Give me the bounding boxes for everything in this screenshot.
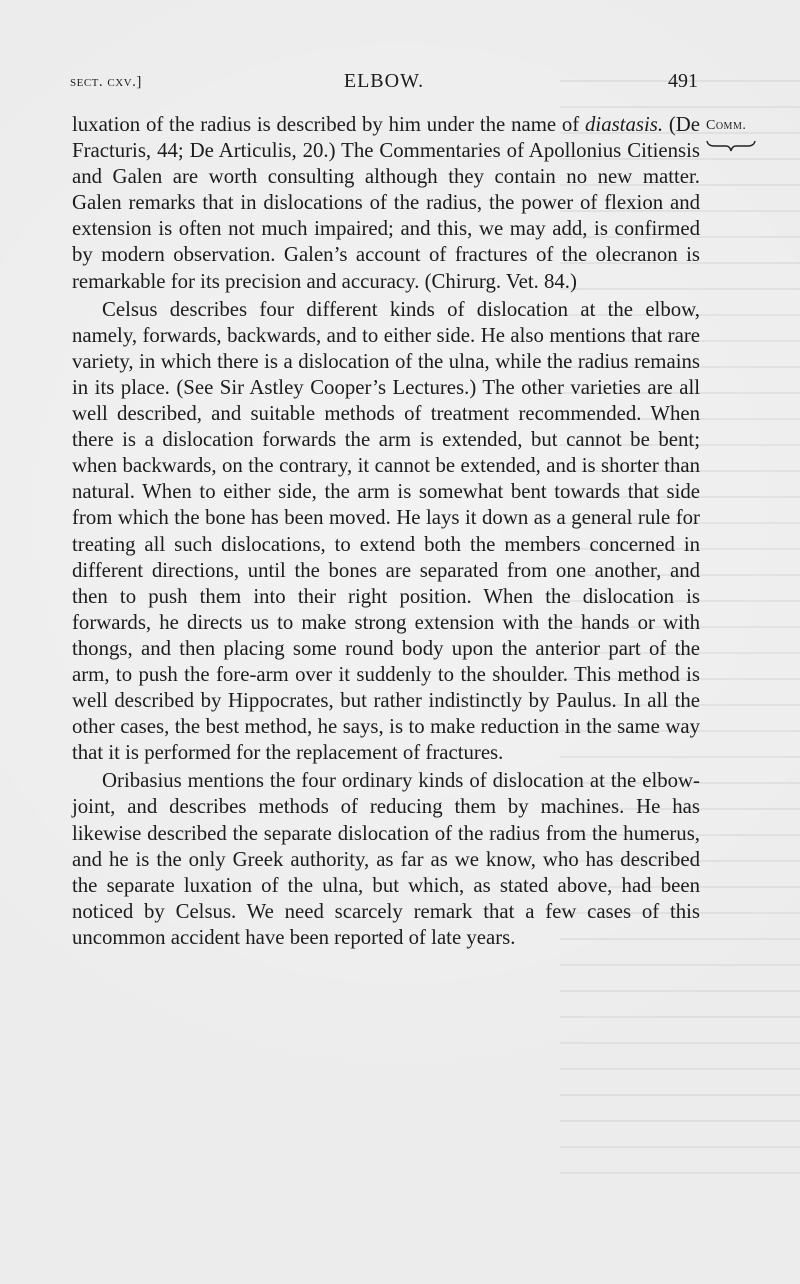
paragraph-p1: [72, 112, 700, 295]
body-text: [72, 112, 700, 951]
margin-note: Comm.: [706, 118, 747, 133]
page-number: 491: [668, 70, 698, 92]
paragraph-text: Oribasius mentions the four ordinary kinds of dislocation at the elbow-joint, and describes methods of reducing them by machines. He has likewise described the separate dislocation of the radius from the humerus, and he is the only Greek authority, as far as we know, who has described the separate luxation of the ulna, but which, as stated above, had been noticed by Celsus. We need scarcely remark that a few cases of this uncommon accident have been reported of late years.: [72, 769, 700, 949]
paragraph-text: Celsus describes four different kinds of dislocation at the elbow, namely, forwards, backwards, and to either side. He also mentions that rare variety, in which there is a dislocation of the ulna, while the radius remains in its place. (See Sir Astley Cooper’s Lectures.) The other varieties are all well described, and suitable methods of treatment recommended. When there is a dislocation forwards the arm is extended, but cannot be bent; when backwards, on the contrary, it cannot be extended, and is shorter than natural. When to either side, the arm is somewhat bent towards that side from which the bone has been moved. He lays it down as a general rule for treating all such dislocations, to extend both the members concerned in different directions, until the bones are separated from one another, and then to push them into their right position. When the dislocation is forwards, he directs us to make strong extension with the hands or with thongs, and then placing some round body upon the anterior part of the arm, to push the fore-arm over it suddenly to the shoulder. This method is well described by Hippocrates, but rather indistinctly by Paulus. In all the other cases, the best method, he says, is to make reduction in the same way that it is performed for the replacement of fractures.: [72, 297, 700, 765]
running-header: [70, 70, 698, 100]
italic-term: diastasis.: [585, 113, 664, 136]
running-title: ELBOW.: [343, 70, 425, 92]
paragraph-p3: [72, 768, 700, 951]
paragraph-text: luxation of the radius is described by him under the name of: [72, 113, 586, 136]
section-label: sect. cxv.]: [70, 74, 142, 90]
paragraph-text: (De Fracturis, 44; De Articulis, 20.) The Commentaries of Apollonius Citiensis and Galen are worth consulting although they contain no new matter. Galen remarks that in dislocations of the radius, the power of flexion and extension is often not much impaired; and this, we may add, is confirmed by modern observation. Galen’s account of fractures of the olecranon is remarkable for its precision and accuracy. (Chirurg. Vet. 84.): [72, 113, 700, 293]
margin-brace-icon: [706, 139, 756, 153]
paragraph-p2: [72, 297, 700, 767]
